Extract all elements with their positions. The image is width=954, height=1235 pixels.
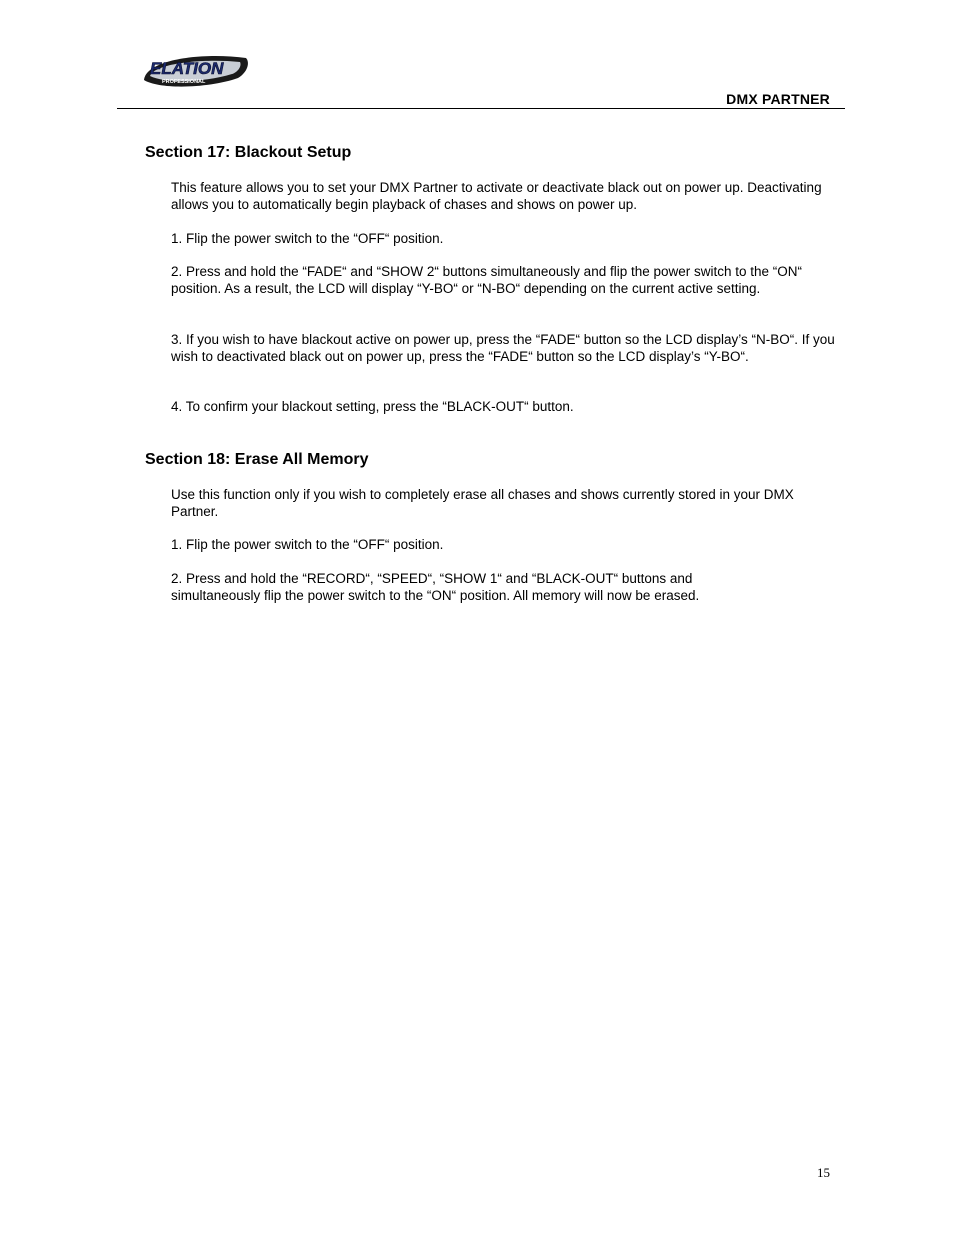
section-heading: Section 17: Blackout Setup [145,144,352,161]
paragraph: 3. If you wish to have blackout active on power up, press the “FADE“ button so the LCD display’s “N-BO“. If you wish to deactivated black out on power up, press the “FADE“ button so the LCD display’s “Y-BO“. [171,332,835,364]
paragraph: 1. Flip the power switch to the “OFF“ position. [171,537,444,552]
header-rule [117,108,845,109]
paragraph: 1. Flip the power switch to the “OFF“ position. [171,231,444,246]
paragraph: 4. To confirm your blackout setting, press the “BLACK-OUT“ button. [171,399,574,414]
section-heading: Section 18: Erase All Memory [145,451,369,468]
header-title: DMX PARTNER [726,91,830,107]
paragraph: 2. Press and hold the “FADE“ and “SHOW 2“ buttons simultaneously and flip the power switch to the “ON“ position. As a result, the LCD will display “Y-BO“ or “N-BO“ depending on the current active setting. [171,264,803,296]
paragraph: 2. Press and hold the “RECORD“, “SPEED“, “SHOW 1“ and “BLACK-OUT“ buttons and simultaneously flip the power switch to the “ON“ position. All memory will now be erased. [171,571,700,603]
svg-text:ELATION: ELATION [150,59,224,78]
svg-text:PROFESSIONAL: PROFESSIONAL [162,79,206,85]
elation-logo [140,50,252,90]
page-number: 15 [817,1165,830,1180]
paragraph: This feature allows you to set your DMX Partner to activate or deactivate black out on power up. Deactivating allows you to automatically begin playback of chases and shows on power up. [171,180,822,212]
paragraph: Use this function only if you wish to completely erase all chases and shows currently stored in your DMX Partner. [171,487,794,519]
